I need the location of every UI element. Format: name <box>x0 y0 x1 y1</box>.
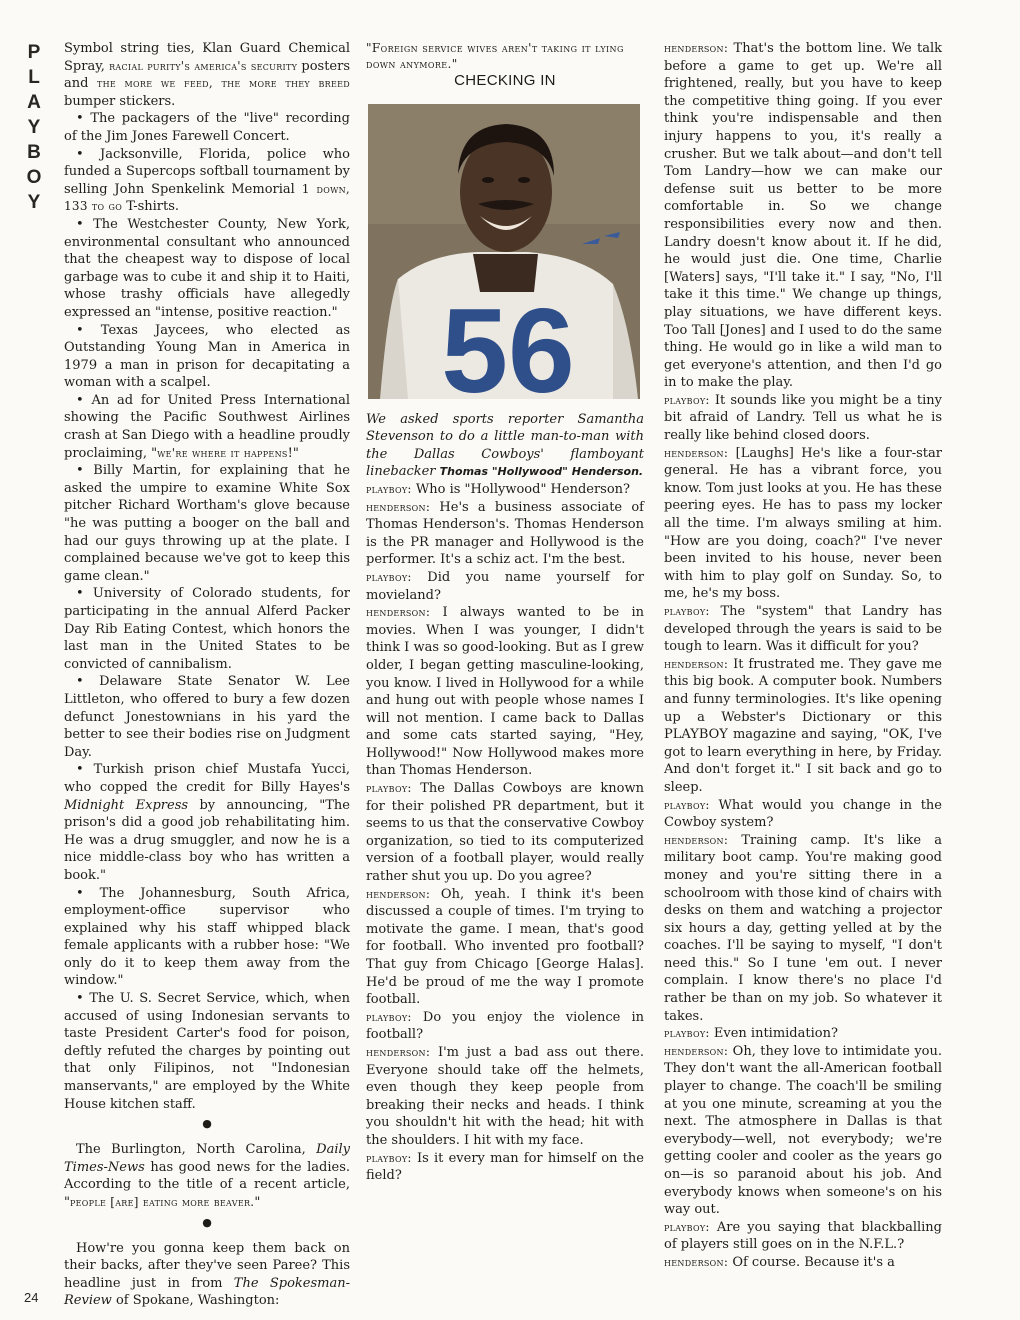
separator-dot: ● <box>202 1117 212 1131</box>
speaker-label: playboy: <box>366 481 412 496</box>
masthead-letter: Y <box>27 192 41 213</box>
speaker-label: henderson: <box>664 1043 729 1058</box>
speaker-label: henderson: <box>664 445 729 460</box>
qa-paragraph: henderson: I'm just a bad ass out there. Everyone should take off the helmets, even though they keep people from breaking their necks and heads. I think you shouldn't hit with the head; hit with the shoulders. I hit with my face. <box>366 1044 644 1148</box>
speaker-label: playboy: <box>664 604 710 618</box>
qa-paragraph: playboy: Are you saying that blackballing of players still goes on in the N.F.L.? <box>664 1219 942 1253</box>
jersey-number: 56 <box>441 283 575 399</box>
qa-paragraph: playboy: The "system" that Landry has developed through the years is said to be tough to learn. Was it difficult for you? <box>664 604 942 655</box>
speaker-label: playboy: <box>366 1150 412 1165</box>
list-item: • Turkish prison chief Mustafa Yucci, who copped the credit for Billy Hayes's Midnight Express by announcing, "The prison's did a good job rehabilitating him. He was a drug smuggler, and now he is a nice middle-class boy who has written a book." <box>64 762 350 883</box>
qa-paragraph: henderson: He's a business associate of Thomas Henderson's. Thomas Henderson is the PR manager and Hollywood is the performer. It's a schiz act. I'm the best. <box>366 499 644 568</box>
qa-paragraph: henderson: Training camp. It's like a military boot camp. You're making good money and you're sitting there in a schoolroom with those kind of chairs with desks on them and watching a projector six hours a day, getting yelled at by the coaches. I'll be saying to myself, "I don't need this." So I tune 'em out. I never complain. I know there's no place I'd rather be than on my job. So whatever it takes. <box>664 832 942 1024</box>
section-title: CHECKING IN <box>454 72 556 89</box>
speaker-label: henderson: <box>664 832 729 847</box>
speaker-label: henderson: <box>664 1254 729 1269</box>
list-item: • Delaware State Senator W. Lee Littleton, who offered to bury a few dozen defunct Jonestownians in his yard the better to see their bodies rise on Judgment Day. <box>64 674 350 760</box>
qa-paragraph: henderson: [Laughs] He's like a four-star general. He has a vibrant force, you know. Tom just looks at you. He has these peering eyes. He has to pass my locker all the time. I'm always smiling at him. "How are you doing, coach?" I've never been invited to his house, never been with him to play golf on Sunday. So, to me, he's my boss. <box>664 445 942 602</box>
qa-paragraph: playboy: The Dallas Cowboys are known for their polished PR department, but it seems to us that the conservative Cowboy organization, so tied to its computerized version of a football player, would really rather shut you up. Do you agree? <box>366 781 644 885</box>
speaker-label: playboy: <box>664 1026 710 1041</box>
qa-paragraph: henderson: Oh, they love to intimidate you. They don't want the all-American football player to change. The coach'll be smiling at you one minute, screaming at you the next. The atmosphere in Dallas is that everybody—well, not everybody; we're getting cooler and cooler as the years go on—is so paranoid about his job. And everybody knows when someone's on his way out. <box>664 1043 942 1218</box>
speaker-label: playboy: <box>664 797 710 812</box>
column-right <box>664 40 942 1272</box>
speaker-label: henderson: <box>664 656 729 671</box>
speaker-label: playboy: <box>366 781 412 796</box>
masthead-letter: L <box>28 67 40 88</box>
speaker-label: playboy: <box>664 392 710 407</box>
list-item: • The Westchester County, New York, environmental consultant who announced that the cheapest way to dispose of local garbage was to cube it and ship it to Haiti, whose trashy officials have allegedly expressed an "intense, positive reaction." <box>64 216 350 320</box>
photo-caption <box>366 411 644 481</box>
bulleted-items <box>64 40 350 1113</box>
masthead-letter: A <box>27 92 41 113</box>
speaker-label: playboy: <box>664 1219 710 1234</box>
separator-dot: ● <box>202 1215 212 1229</box>
qa-paragraph: playboy: Who is "Hollywood" Henderson? <box>366 481 631 497</box>
speaker-label: playboy: <box>366 569 412 584</box>
masthead-letter: O <box>26 167 42 188</box>
list-item: Symbol string ties, Klan Guard Chemical Spray, racial purity's america's security posters and the more we feed, the more they breed bumper stickers. <box>64 41 350 109</box>
qa-paragraph: henderson: That's the bottom line. We talk before a game to get up. We're all frightened, really, but you have to keep the competitive thing going. If you ever think you're indispensable and then injury happens to you, it's really a crusher. But we talk about—and don't tell Tom Landry—how we can make our defense suit us better to be more comfortable in. So we change responsibilities every now and then. Landry doesn't know about it. If he did, he would just die. One time, Charlie [Waters] says, "I'll take it." I say, "No, I'll take it this time." We change up things, play situations, we have different keys. Too Tall [Jones] and I used to do the same thing. He would go in like a wild man to get everyone's attention, and then I'd go in to make the play. <box>664 41 942 391</box>
list-item: • An ad for United Press International showing the Pacific Southwest Airlines crash at San Diego with a headline proudly proclaiming, "we're where it happens!" <box>64 392 350 461</box>
masthead-letter: B <box>27 142 41 163</box>
headline-quote: "Foreign service wives aren't taking it lying down anymore." <box>366 41 624 71</box>
speaker-label: henderson: <box>366 499 431 514</box>
speaker-label: henderson: <box>366 605 431 620</box>
column-left <box>64 40 350 1310</box>
portrait-illustration <box>368 104 640 399</box>
qa-paragraph: henderson: It frustrated me. They gave me this big book. A computer book. Numbers and funny terminologies. It's like opening up a Webster's Dictionary or this PLAYBOY magazine and saying, "OK, I've got to learn everything in here, by Friday. And don't forget it." I sit back and go to sleep. <box>664 656 942 795</box>
qa-paragraph: playboy: Even intimidation? <box>664 1026 838 1042</box>
speaker-label: playboy: <box>366 1009 412 1024</box>
speaker-label: henderson: <box>366 886 431 901</box>
masthead-playboy <box>24 40 44 215</box>
list-item: • The Johannesburg, South Africa, employment-office supervisor who explained why his staff whipped black female applicants with a rubber hose: "We only do it to keep them away from the window." <box>64 885 350 989</box>
speaker-label: henderson: <box>366 1044 431 1059</box>
qa-paragraph: henderson: Oh, yeah. I think it's been discussed a couple of times. I'm trying to motivate the game. I mean, that's good for football. Who invented pro football? That guy from Chicago [George Halas]. He'd be proud of me the way I promote football. <box>366 886 644 1008</box>
caption-text: We asked sports reporter Samantha Stevenson to do a little man-to-man with the Dallas Cowboys' flamboyant linebacker <box>366 411 644 480</box>
list-item: • University of Colorado students, for participating in the annual Alferd Packer Day Rib Eating Contest, which honors the last man in the United States to be convicted of cannibalism. <box>64 586 350 672</box>
list-item: • Billy Martin, for explaining that he asked the umpire to examine White Sox pitcher Richard Wortham's glove because "he was putting a booger on the ball and had our guys throwing up at the plate. I complained because we've got to keep this game clean." <box>64 463 350 584</box>
henderson-photo <box>368 104 640 399</box>
qa-paragraph: playboy: What would you change in the Cowboy system? <box>664 797 942 831</box>
speaker-label: henderson: <box>664 41 729 55</box>
list-item: • Jacksonville, Florida, police who funded a Supercops softball tournament by selling John Spenkelink Memorial 1 down, 133 to go T-shirts. <box>64 146 351 215</box>
caption-name: Thomas "Hollywood" Henderson. <box>439 465 644 479</box>
interview-qa <box>366 481 644 1185</box>
masthead-letter: Y <box>27 117 41 138</box>
interview-qa-continued <box>664 40 942 1272</box>
page-number: 24 <box>24 1290 39 1305</box>
qa-paragraph: playboy: Is it every man for himself on the field? <box>366 1150 644 1184</box>
list-item: • Texas Jaycees, who elected as Outstanding Young Man in America in 1979 a man in prison for decapitating a woman with a scalpel. <box>64 322 350 391</box>
qa-paragraph: henderson: I always wanted to be in movies. When I was younger, I didn't think I was so good-looking. But as I grew older, I began getting masculine-looking, you know. I lived in Hollywood for a while and hung out with people whose names I will not mention. I came back to Dallas and some cats started saying, "Hey, Hollywood!" Now Hollywood makes more than Thomas Henderson. <box>366 605 644 779</box>
qa-paragraph: playboy: Do you enjoy the violence in football? <box>366 1009 644 1043</box>
burlington-item: The Burlington, North Carolina, Daily Times-News has good news for the ladies. According to the title of a recent article, "people [are] eating more beaver." <box>64 1142 350 1210</box>
qa-paragraph: playboy: It sounds like you might be a tiny bit afraid of Landry. Tell us what he is really like behind closed doors. <box>664 392 942 444</box>
qa-paragraph: henderson: Of course. Because it's a <box>664 1254 895 1270</box>
paree-item: How're you gonna keep them back on their backs, after they've seen Paree? This headline just in from The Spokesman-Review of Spokane, Washington: <box>64 1240 350 1309</box>
list-item: • The U. S. Secret Service, which, when accused of using Indonesian servants to taste President Carter's food for poison, deftly refuted the charges by pointing out that only Filipinos, not "Indonesian manservants," are employed by the White House kitchen staff. <box>64 991 350 1112</box>
masthead-letter: P <box>27 42 41 63</box>
list-item: • The packagers of the "live" recording of the Jim Jones Farewell Concert. <box>64 111 350 144</box>
qa-paragraph: playboy: Did you name yourself for movieland? <box>366 569 644 603</box>
column-middle <box>366 40 644 1185</box>
